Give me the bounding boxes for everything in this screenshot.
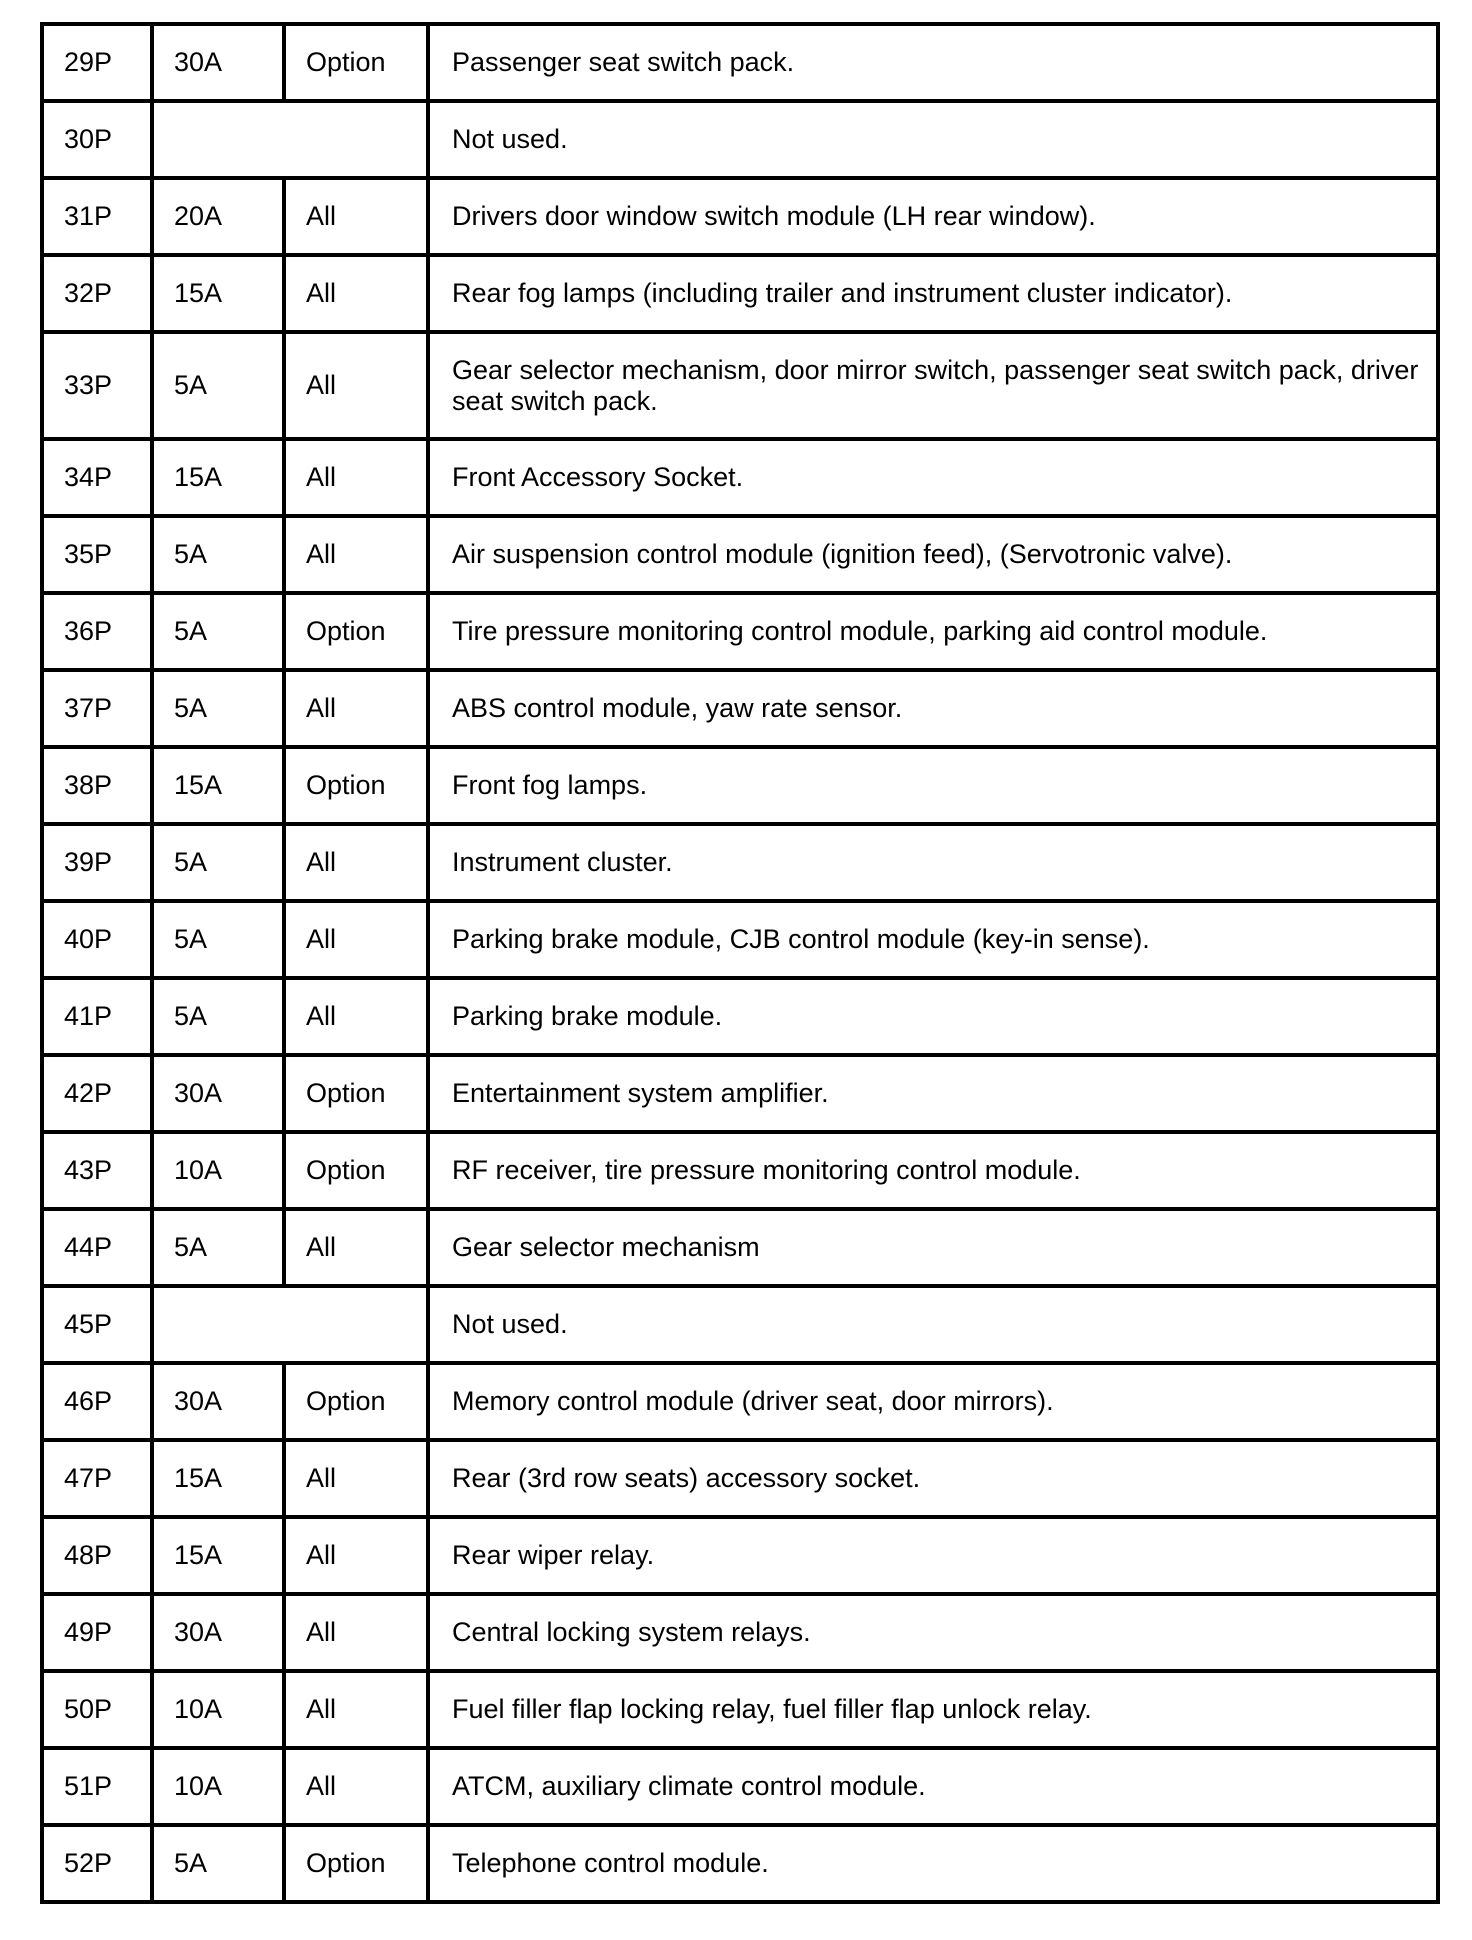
fuse-number-cell: 37P (42, 670, 152, 747)
specification-cell: All (284, 1594, 428, 1671)
table-row (42, 516, 1438, 593)
specification-cell: All (284, 901, 428, 978)
fuse-number-cell: 31P (42, 178, 152, 255)
table-row (42, 824, 1438, 901)
fuse-number-cell: 34P (42, 439, 152, 516)
fuse-number-cell: 30P (42, 101, 152, 178)
circuit-description-cell: Central locking system relays. (428, 1594, 1438, 1671)
fuse-rating-cell: 20A (152, 178, 284, 255)
fuse-number-cell: 38P (42, 747, 152, 824)
fuse-number-cell: 41P (42, 978, 152, 1055)
specification-cell: All (284, 1748, 428, 1825)
fuse-rating-cell: 5A (152, 824, 284, 901)
table-row (42, 1517, 1438, 1594)
circuit-description-cell: ATCM, auxiliary climate control module. (428, 1748, 1438, 1825)
table-row (42, 1363, 1438, 1440)
circuit-description-cell: Drivers door window switch module (LH rear window). (428, 178, 1438, 255)
table-row (42, 1825, 1438, 1902)
fuse-rating-cell: 30A (152, 24, 284, 101)
specification-cell: All (284, 1440, 428, 1517)
fuse-rating-cell: 15A (152, 747, 284, 824)
specification-cell: All (284, 1209, 428, 1286)
circuit-description-cell: Instrument cluster. (428, 824, 1438, 901)
fuse-number-cell: 47P (42, 1440, 152, 1517)
fuse-number-cell: 29P (42, 24, 152, 101)
fuse-rating-cell: 15A (152, 439, 284, 516)
circuit-description-cell: Front Accessory Socket. (428, 439, 1438, 516)
table-row (42, 332, 1438, 439)
table-row (42, 1132, 1438, 1209)
fuse-number-cell: 48P (42, 1517, 152, 1594)
table-row (42, 178, 1438, 255)
fuse-number-cell: 44P (42, 1209, 152, 1286)
fuse-number-cell: 52P (42, 1825, 152, 1902)
table-row (42, 670, 1438, 747)
fuse-rating-cell: 15A (152, 255, 284, 332)
fuse-rating-cell: 10A (152, 1671, 284, 1748)
circuit-description-cell: Rear (3rd row seats) accessory socket. (428, 1440, 1438, 1517)
fuse-rating-cell: 30A (152, 1055, 284, 1132)
fuse-number-cell: 36P (42, 593, 152, 670)
specification-cell: All (284, 255, 428, 332)
circuit-description-cell: Not used. (428, 101, 1438, 178)
fuse-number-cell: 50P (42, 1671, 152, 1748)
table-row (42, 1286, 1438, 1363)
circuit-description-cell: Memory control module (driver seat, door mirrors). (428, 1363, 1438, 1440)
fuse-number-cell: 32P (42, 255, 152, 332)
fuse-number-cell: 33P (42, 332, 152, 439)
circuit-description-cell: Not used. (428, 1286, 1438, 1363)
table-row (42, 255, 1438, 332)
circuit-description-cell: Rear wiper relay. (428, 1517, 1438, 1594)
specification-cell: Option (284, 1055, 428, 1132)
circuit-description-cell: Front fog lamps. (428, 747, 1438, 824)
fuse-number-cell: 35P (42, 516, 152, 593)
table-row (42, 24, 1438, 101)
fuse-rating-cell: 5A (152, 670, 284, 747)
table-row (42, 439, 1438, 516)
fuse-rating-cell: 30A (152, 1363, 284, 1440)
fuse-rating-cell: 5A (152, 1825, 284, 1902)
table-row (42, 1209, 1438, 1286)
specification-cell: All (284, 516, 428, 593)
fuse-number-cell: 40P (42, 901, 152, 978)
specification-cell: Option (284, 24, 428, 101)
fuse-number-cell: 51P (42, 1748, 152, 1825)
specification-cell: All (284, 1671, 428, 1748)
fuse-number-cell: 43P (42, 1132, 152, 1209)
fuse-table-body (42, 24, 1438, 1902)
circuit-description-cell: Entertainment system amplifier. (428, 1055, 1438, 1132)
fuse-rating-cell: 15A (152, 1517, 284, 1594)
specification-cell: Option (284, 747, 428, 824)
table-row (42, 1440, 1438, 1517)
fuse-rating-cell: 5A (152, 1209, 284, 1286)
table-row (42, 978, 1438, 1055)
specification-cell: All (284, 670, 428, 747)
fuse-number-cell: 46P (42, 1363, 152, 1440)
specification-cell: Option (284, 593, 428, 670)
table-row (42, 747, 1438, 824)
specification-cell: All (284, 824, 428, 901)
specification-cell: All (284, 1517, 428, 1594)
fuse-rating-cell: 30A (152, 1594, 284, 1671)
circuit-description-cell: Parking brake module, CJB control module (key-in sense). (428, 901, 1438, 978)
circuit-description-cell: Passenger seat switch pack. (428, 24, 1438, 101)
table-row (42, 901, 1438, 978)
fuse-number-cell: 42P (42, 1055, 152, 1132)
fuse-rating-cell: 5A (152, 332, 284, 439)
fuse-rating-cell: 5A (152, 901, 284, 978)
fuse-rating-cell: 10A (152, 1748, 284, 1825)
specification-cell: All (284, 439, 428, 516)
circuit-description-cell: Rear fog lamps (including trailer and instrument cluster indicator). (428, 255, 1438, 332)
circuit-description-cell: Telephone control module. (428, 1825, 1438, 1902)
fuse-number-cell: 39P (42, 824, 152, 901)
fuse-allocation-table (40, 22, 1440, 1904)
empty-rating-cell (152, 101, 428, 178)
fuse-number-cell: 45P (42, 1286, 152, 1363)
fuse-number-cell: 49P (42, 1594, 152, 1671)
fuse-rating-cell: 15A (152, 1440, 284, 1517)
specification-cell: All (284, 978, 428, 1055)
fuse-rating-cell: 5A (152, 593, 284, 670)
fuse-rating-cell: 5A (152, 978, 284, 1055)
circuit-description-cell: Parking brake module. (428, 978, 1438, 1055)
circuit-description-cell: Gear selector mechanism (428, 1209, 1438, 1286)
circuit-description-cell: Gear selector mechanism, door mirror switch, passenger seat switch pack, driver seat switch pack. (428, 332, 1438, 439)
specification-cell: Option (284, 1363, 428, 1440)
specification-cell: Option (284, 1825, 428, 1902)
table-row (42, 593, 1438, 670)
circuit-description-cell: RF receiver, tire pressure monitoring control module. (428, 1132, 1438, 1209)
table-row (42, 1671, 1438, 1748)
fuse-rating-cell: 5A (152, 516, 284, 593)
circuit-description-cell: Air suspension control module (ignition feed), (Servotronic valve). (428, 516, 1438, 593)
specification-cell: Option (284, 1132, 428, 1209)
table-row (42, 101, 1438, 178)
table-row (42, 1594, 1438, 1671)
circuit-description-cell: ABS control module, yaw rate sensor. (428, 670, 1438, 747)
circuit-description-cell: Fuel filler flap locking relay, fuel filler flap unlock relay. (428, 1671, 1438, 1748)
specification-cell: All (284, 332, 428, 439)
specification-cell: All (284, 178, 428, 255)
table-row (42, 1055, 1438, 1132)
table-row (42, 1748, 1438, 1825)
circuit-description-cell: Tire pressure monitoring control module, parking aid control module. (428, 593, 1438, 670)
empty-rating-cell (152, 1286, 428, 1363)
fuse-rating-cell: 10A (152, 1132, 284, 1209)
